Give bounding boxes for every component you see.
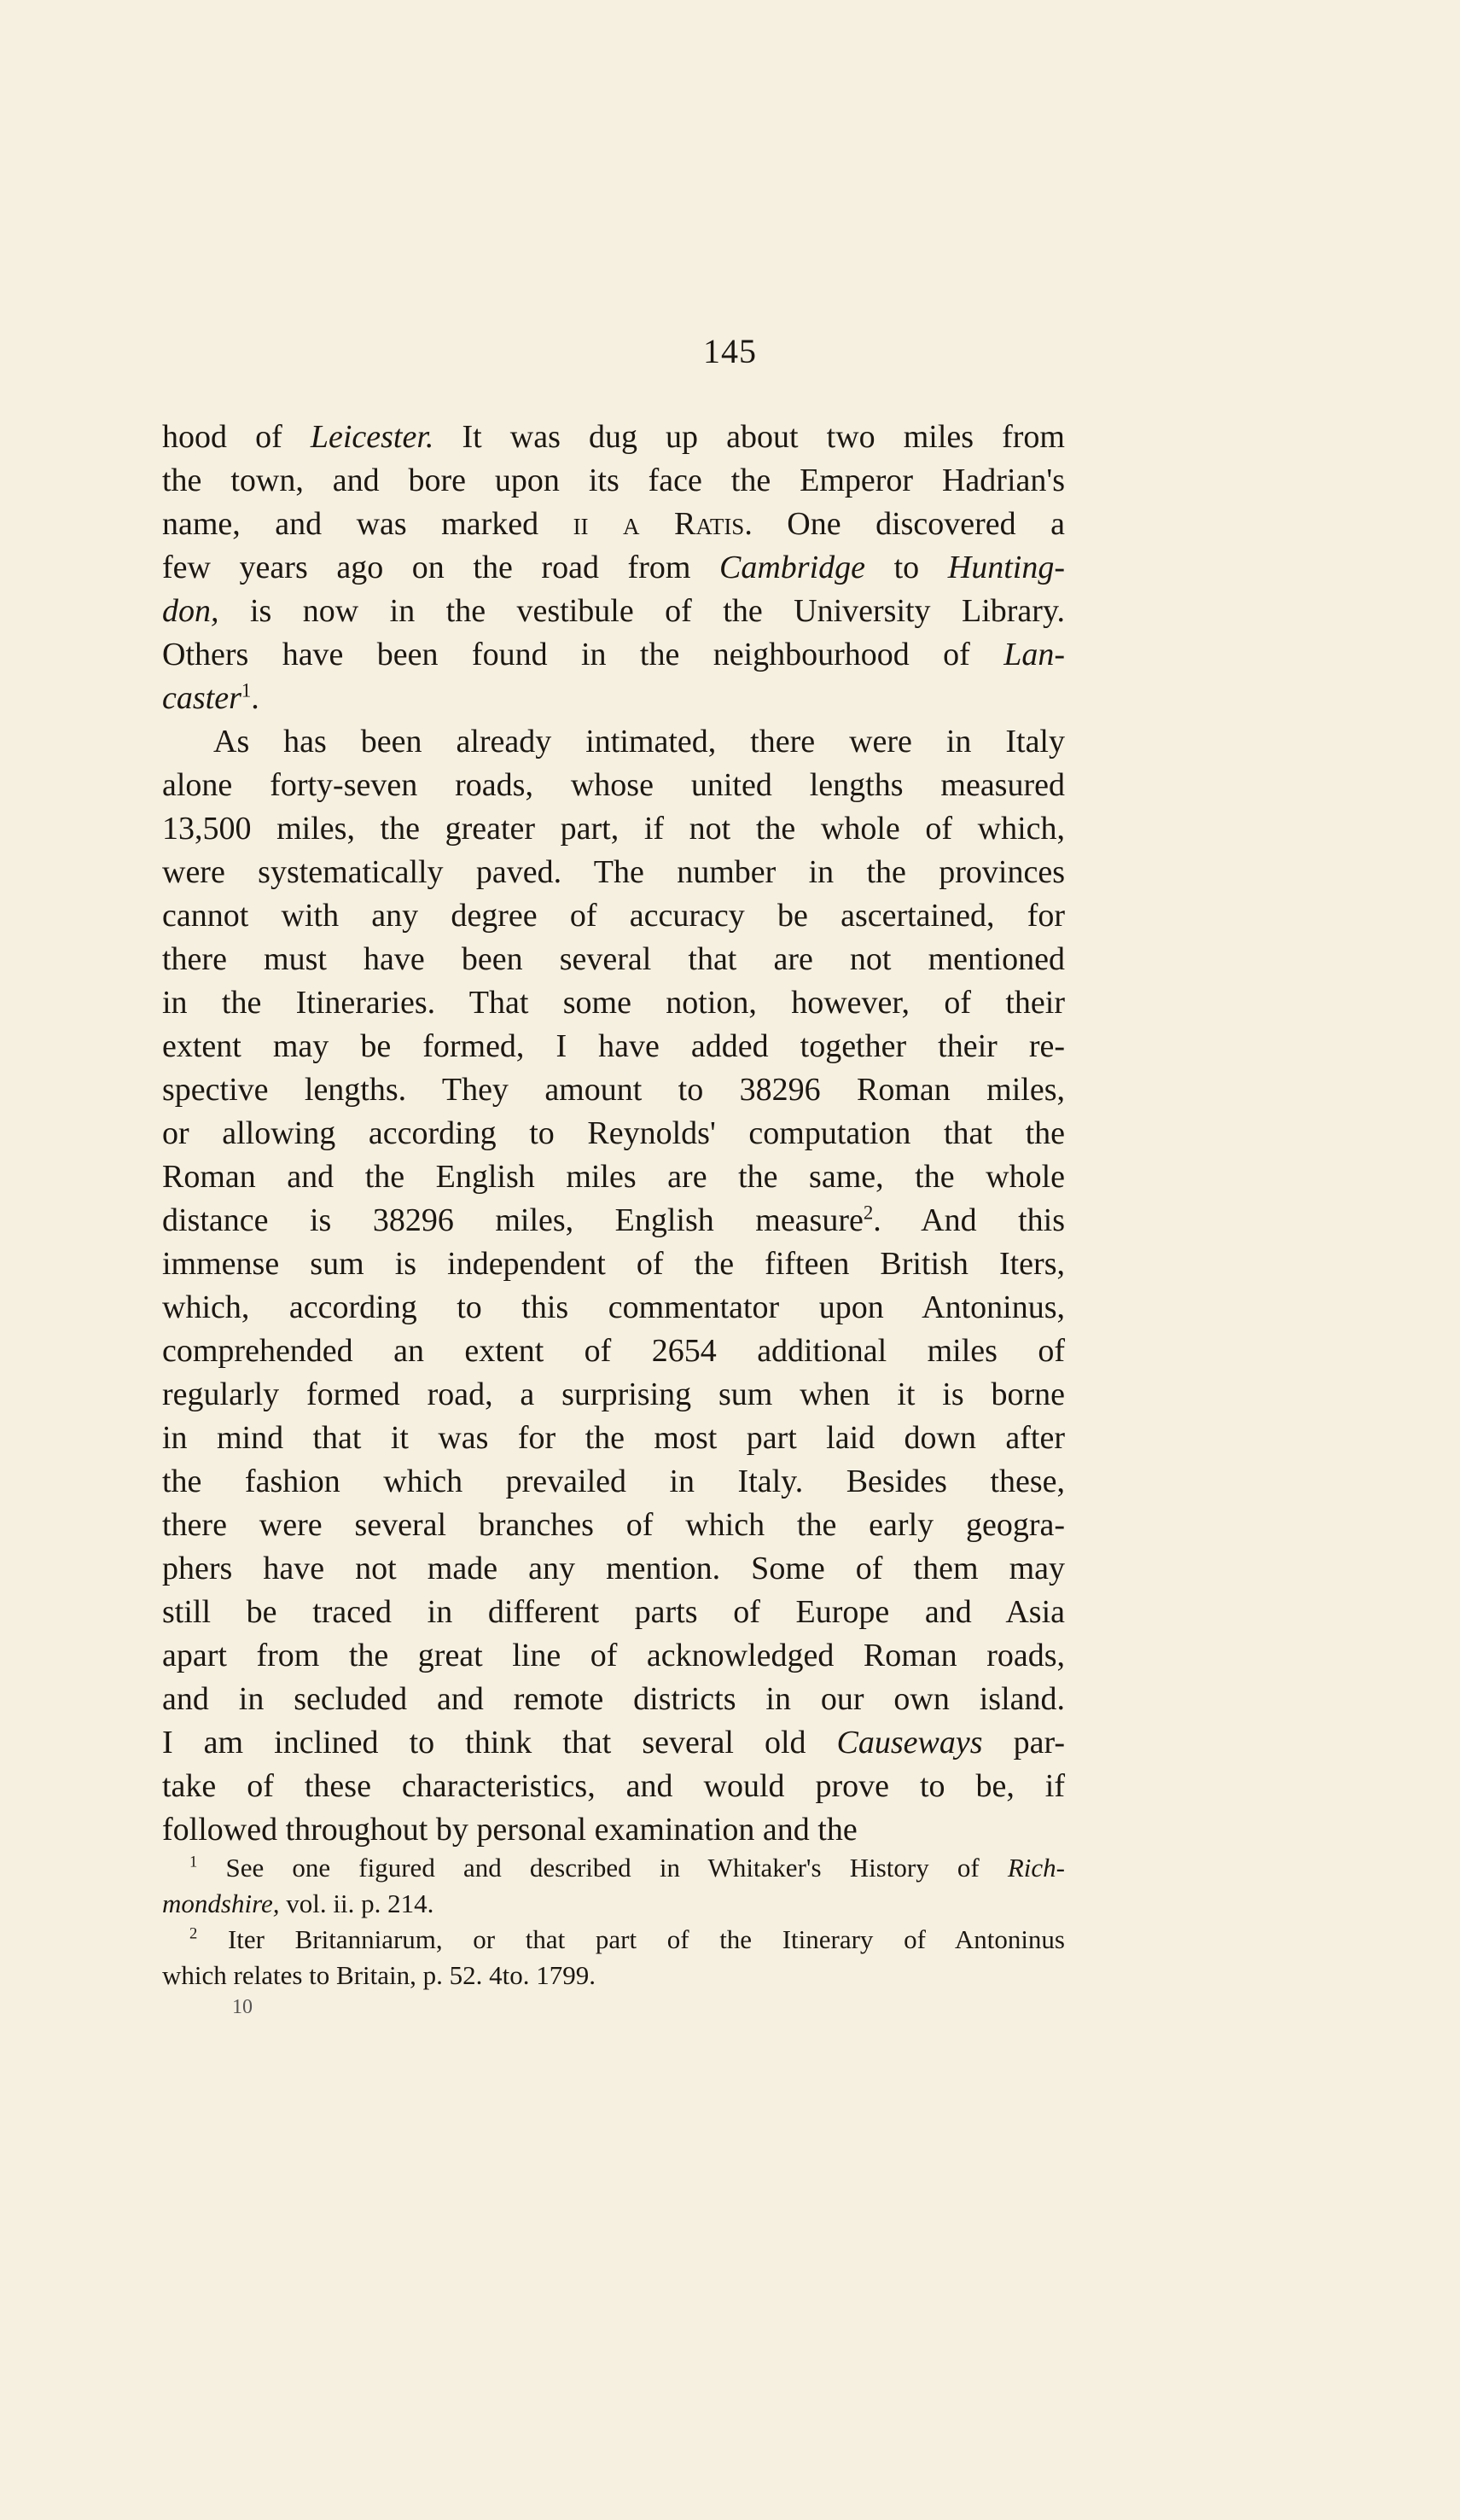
text-run: caster: [162, 680, 241, 716]
footnote-line: [162, 1850, 1065, 1886]
text-run: It was dug up about two miles from: [433, 419, 1065, 455]
text-run: the fashion which prevailed in Italy. Besides these,: [162, 1464, 1065, 1499]
text-run: in the Itineraries. That some notion, however, of their: [162, 985, 1065, 1021]
text-run: name, and was marked: [162, 506, 573, 542]
text-line: [162, 1721, 1065, 1765]
text-run: Rich-: [1007, 1853, 1065, 1883]
text-run: apart from the great line of acknowledged Roman roads,: [162, 1638, 1065, 1673]
text-run: Hunting-: [947, 550, 1065, 585]
footnote-line: [162, 1958, 1065, 1993]
text-run: to: [865, 550, 948, 585]
text-run: Leicester.: [310, 419, 434, 455]
text-line: [162, 503, 1065, 546]
text-line: [162, 1417, 1065, 1460]
text-run: 13,500 miles, the greater part, if not the whole of which,: [162, 811, 1065, 847]
text-run: See one figured and described in Whitaker's History of: [197, 1853, 1008, 1883]
text-line: [162, 981, 1065, 1025]
text-run: distance is 38296 miles, English measure: [162, 1202, 864, 1238]
text-run: which, according to this commentator upon Antoninus,: [162, 1289, 1065, 1325]
body-text: [162, 416, 1065, 1852]
text-line: [162, 633, 1065, 677]
text-run: Roman and the English miles are the same, the whole: [162, 1159, 1065, 1195]
text-line: [162, 1068, 1065, 1112]
text-run: alone forty-seven roads, whose united lengths measured: [162, 767, 1065, 803]
text-line: [162, 416, 1065, 459]
text-line: [162, 1765, 1065, 1808]
text-line: [162, 764, 1065, 807]
text-run: the town, and bore upon its face the Emperor Hadrian's: [162, 463, 1065, 498]
text-line: [162, 1591, 1065, 1634]
text-run: or allowing according to Reynolds' computation that the: [162, 1115, 1065, 1151]
text-line: [162, 1678, 1065, 1721]
text-line: [162, 851, 1065, 894]
footnote-ref: 2: [863, 1202, 874, 1224]
text-line: [162, 546, 1065, 590]
text-run: take of these characteristics, and would prove to be, if: [162, 1768, 1065, 1804]
text-line: [162, 1373, 1065, 1417]
text-line: [162, 1286, 1065, 1330]
text-line: [162, 459, 1065, 503]
text-run: Lan-: [1003, 637, 1065, 672]
text-run: Others have been found in the neighbourhood of: [162, 637, 1004, 672]
text-run: I am inclined to think that several old: [162, 1725, 837, 1761]
text-run: is now in the vestibule of the University Library.: [218, 593, 1065, 629]
footnote-line: [162, 1886, 1065, 1922]
text-run: few years ago on the road from: [162, 550, 720, 585]
text-run: . And this: [873, 1202, 1066, 1238]
text-line: [162, 1199, 1065, 1243]
text-run: vol. ii. p. 214.: [279, 1889, 434, 1918]
signature-mark: 10: [232, 1996, 253, 2018]
text-run: don,: [162, 593, 219, 629]
text-line: [162, 677, 1065, 720]
text-run: there must have been several that are not mentioned: [162, 941, 1065, 977]
text-line: [162, 1808, 1065, 1852]
text-run: still be traced in different parts of Europe and Asia: [162, 1594, 1065, 1630]
text-run: One discovered a: [752, 506, 1065, 542]
footnotes: [162, 1850, 1065, 1993]
text-run: ii a Ratis.: [573, 506, 753, 542]
text-run: in mind that it was for the most part laid down after: [162, 1420, 1065, 1456]
text-run: Causeways: [836, 1725, 983, 1761]
text-line: [162, 1155, 1065, 1199]
text-line: [162, 720, 1065, 764]
page-number: 145: [703, 332, 757, 370]
text-run: there were several branches of which the early geogra-: [162, 1507, 1065, 1543]
text-line: [162, 1025, 1065, 1068]
text-line: [162, 1460, 1065, 1504]
text-run: which relates to Britain, p. 52. 4to. 1799.: [162, 1960, 596, 1990]
text-run: Cambridge: [719, 550, 866, 585]
text-run: spective lengths. They amount to 38296 Roman miles,: [162, 1072, 1065, 1108]
text-line: [162, 807, 1065, 851]
text-line: [162, 590, 1065, 633]
text-run: par-: [982, 1725, 1065, 1761]
text-line: [162, 938, 1065, 981]
footnote-line: [162, 1922, 1065, 1958]
text-run: extent may be formed, I have added together their re-: [162, 1028, 1065, 1064]
text-run: Iter Britanniarum, or that part of the Itinerary of Antoninus: [197, 1924, 1065, 1954]
text-run: regularly formed road, a surprising sum when it is borne: [162, 1376, 1065, 1412]
text-run: cannot with any degree of accuracy be ascertained, for: [162, 898, 1065, 934]
text-line: [162, 1634, 1065, 1678]
text-line: [162, 1547, 1065, 1591]
text-run: As has been already intimated, there were in Italy: [213, 724, 1065, 759]
text-run: .: [251, 680, 259, 716]
text-run: were systematically paved. The number in the provinces: [162, 854, 1065, 890]
footnote-ref: 1: [241, 679, 252, 701]
text-line: [162, 1243, 1065, 1286]
text-run: hood of: [162, 419, 311, 455]
text-run: immense sum is independent of the fifteen British Iters,: [162, 1246, 1065, 1282]
text-run: comprehended an extent of 2654 additional miles of: [162, 1333, 1065, 1369]
text-run: and in secluded and remote districts in our own island.: [162, 1681, 1065, 1717]
text-run: phers have not made any mention. Some of them may: [162, 1551, 1065, 1586]
footnote-ref: 1: [189, 1853, 198, 1871]
text-line: [162, 1330, 1065, 1373]
text-line: [162, 894, 1065, 938]
text-line: [162, 1112, 1065, 1155]
text-run: followed throughout by personal examination and the: [162, 1812, 858, 1848]
text-run: mondshire,: [162, 1889, 280, 1918]
footnote-ref: 2: [189, 1924, 198, 1943]
text-line: [162, 1504, 1065, 1547]
